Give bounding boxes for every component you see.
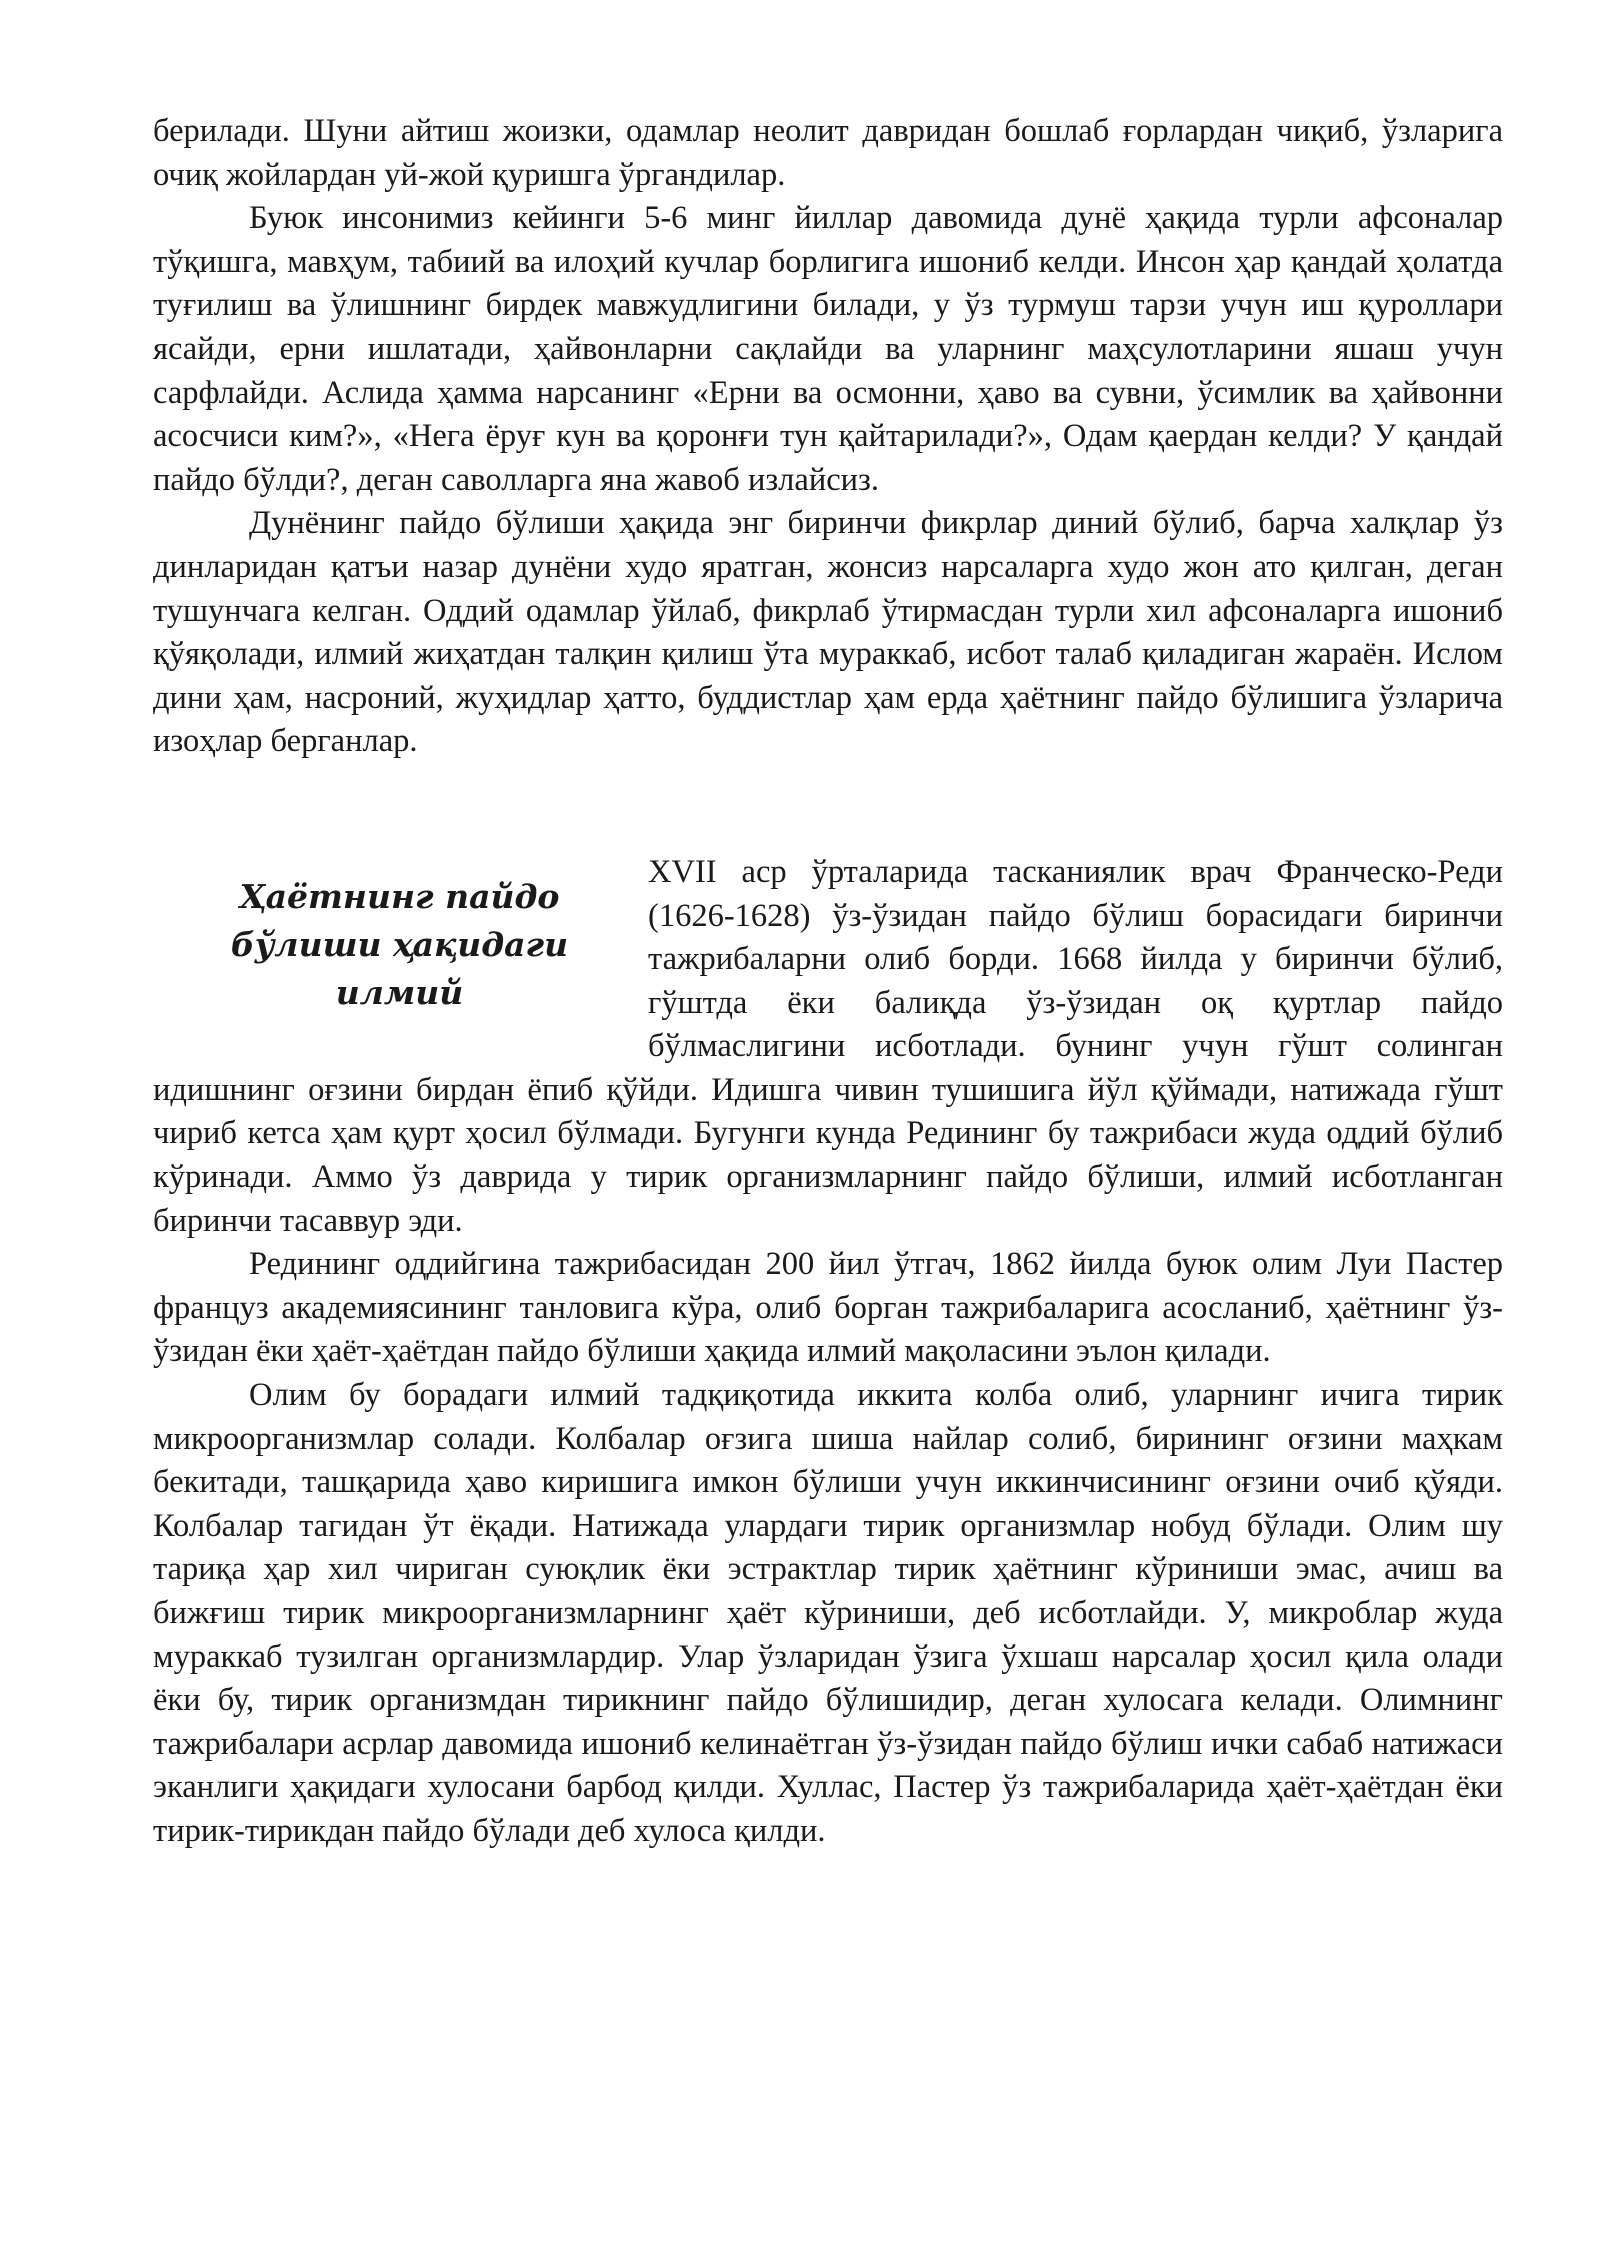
paragraph-6: Олим бу борадаги илмий тадқиқотида иккита колба олиб, уларнинг ичига тирик микроорганизмлар солади. Колбалар оғзига шиша найлар солиб, бирининг оғзини маҳкам бекитади, ташқарида ҳаво киришига имкон бўлиши учун иккинчисининг оғзини очиб қўяди. Колбалар тагидан ўт ёқади. Натижада улардаги тирик организмлар нобуд бўлади. Олим шу тариқа ҳар хил чириган суюқлик ёки эстрактлар тирик ҳаётнинг кўриниши эмас, ачиш ва бижғиш тирик микроорганизмларнинг ҳаёт кўриниши, деб исботлайди. У, микроблар жуда мураккаб тузилган организмлардир. Улар ўзларидан ўзига ўхшаш нарсалар ҳосил қила олади ёки бу, тирик организмдан тирикнинг пайдо бўлишидир, деган хулосага келади. Олимнинг тажрибалари асрлар давомида ишониб келинаётган ўз-ўзидан пайдо бўлиш ички сабаб натижаси эканлиги ҳақидаги хулосани барбод қилди. Хуллас, Пастер ўз тажрибаларида ҳаёт-ҳаётдан ёки тирик-тирикдан пайдо бўлади деб хулоса қилди. [153, 1377, 1503, 1849]
paragraph-4: XVII аср ўрталарида тасканиялик врач Франческо-Реди (1626-1628) ўз-ўзидан пайдо бўлиш борасидаги биринчи тажрибаларни олиб борди. 1668 йилда у биринчи бўлиб, гўштда ёки балиқда ўз-ўзидан оқ қуртлар пайдо бўлмаслигини исботлади. бунинг учун гўшт солинган идишнинг оғзини бирдан ёпиб қўйди. Идишга чивин тушишига йўл қўймади, натижада гўшт чириб кетса ҳам қурт ҳосил бўлмади. Бугунги кунда Редининг бу тажрибаси жуда оддий бўлиб кўринади. Аммо ўз даврида у тирик организмларнинг пайдо бўлиши, илмий исботланган биринчи тасаввур эди. [153, 853, 1503, 1239]
paragraph-1: берилади. Шуни айтиш жоизки, одамлар неолит давридан бошлаб ғорлардан чиқиб, ўзларига очиқ жойлардан уй-жой қуришга ўргандилар. [153, 113, 1503, 193]
paragraph-5: Редининг оддийгина тажрибасидан 200 йил ўтгач, 1862 йилда буюк олим Луи Пастер француз академиясининг танловига кўра, олиб борган тажрибаларига асосланиб, ҳаётнинг ўз-ўзидан ёки ҳаёт-ҳаётдан пайдо бўлиши ҳақида илмий мақоласини эълон қилади. [153, 1246, 1503, 1370]
section-heading: Ҳаётнинг пайдо бўлиши ҳақидаги илмий [230, 876, 569, 1012]
document-page [153, 110, 1503, 1854]
paragraph-3: Дунёнинг пайдо бўлиши ҳақида энг биринчи фикрлар диний бўлиб, барча халқлар ўз динларидан қатъи назар дунёни худо яратган, жонсиз нарсаларга худо жон ато қилган, деган тушунчага келган. Оддий одамлар ўйлаб, фикрлаб ўтирмасдан турли хил афсоналарга ишониб қўяқолади, илмий жиҳатдан талқин қилиш ўта мураккаб, исбот талаб қиладиган жараён. Ислом дини ҳам, насроний, жуҳидлар ҳатто, буддистлар ҳам ерда ҳаётнинг пайдо бўлишига ўзларича изоҳлар берганлар. [153, 505, 1503, 760]
paragraph-2: Буюк инсонимиз кейинги 5-6 минг йиллар давомида дунё ҳақида турли афсоналар тўқишга, мавҳум, табиий ва илоҳий кучлар борлигига ишониб келди. Инсон ҳар қандай ҳолатда туғилиш ва ўлишнинг бирдек мавжудлигини билади, у ўз турмуш тарзи учун иш қуроллари ясайди, ерни ишлатади, ҳайвонларни сақлайди ва уларнинг маҳсулотларини яшаш учун сарфлайди. Аслида ҳамма нарсанинг «Ерни ва осмонни, ҳаво ва сувни, ўсимлик ва ҳайвонни асосчиси ким?», «Нега ёруғ кун ва қоронғи тун қайтарилади?», Одам қаердан келди? У қандай пайдо бўлди?, деган саволларга яна жавоб излайсиз. [153, 200, 1503, 498]
section-gap [153, 764, 1503, 851]
section-heading-box [153, 873, 628, 1033]
